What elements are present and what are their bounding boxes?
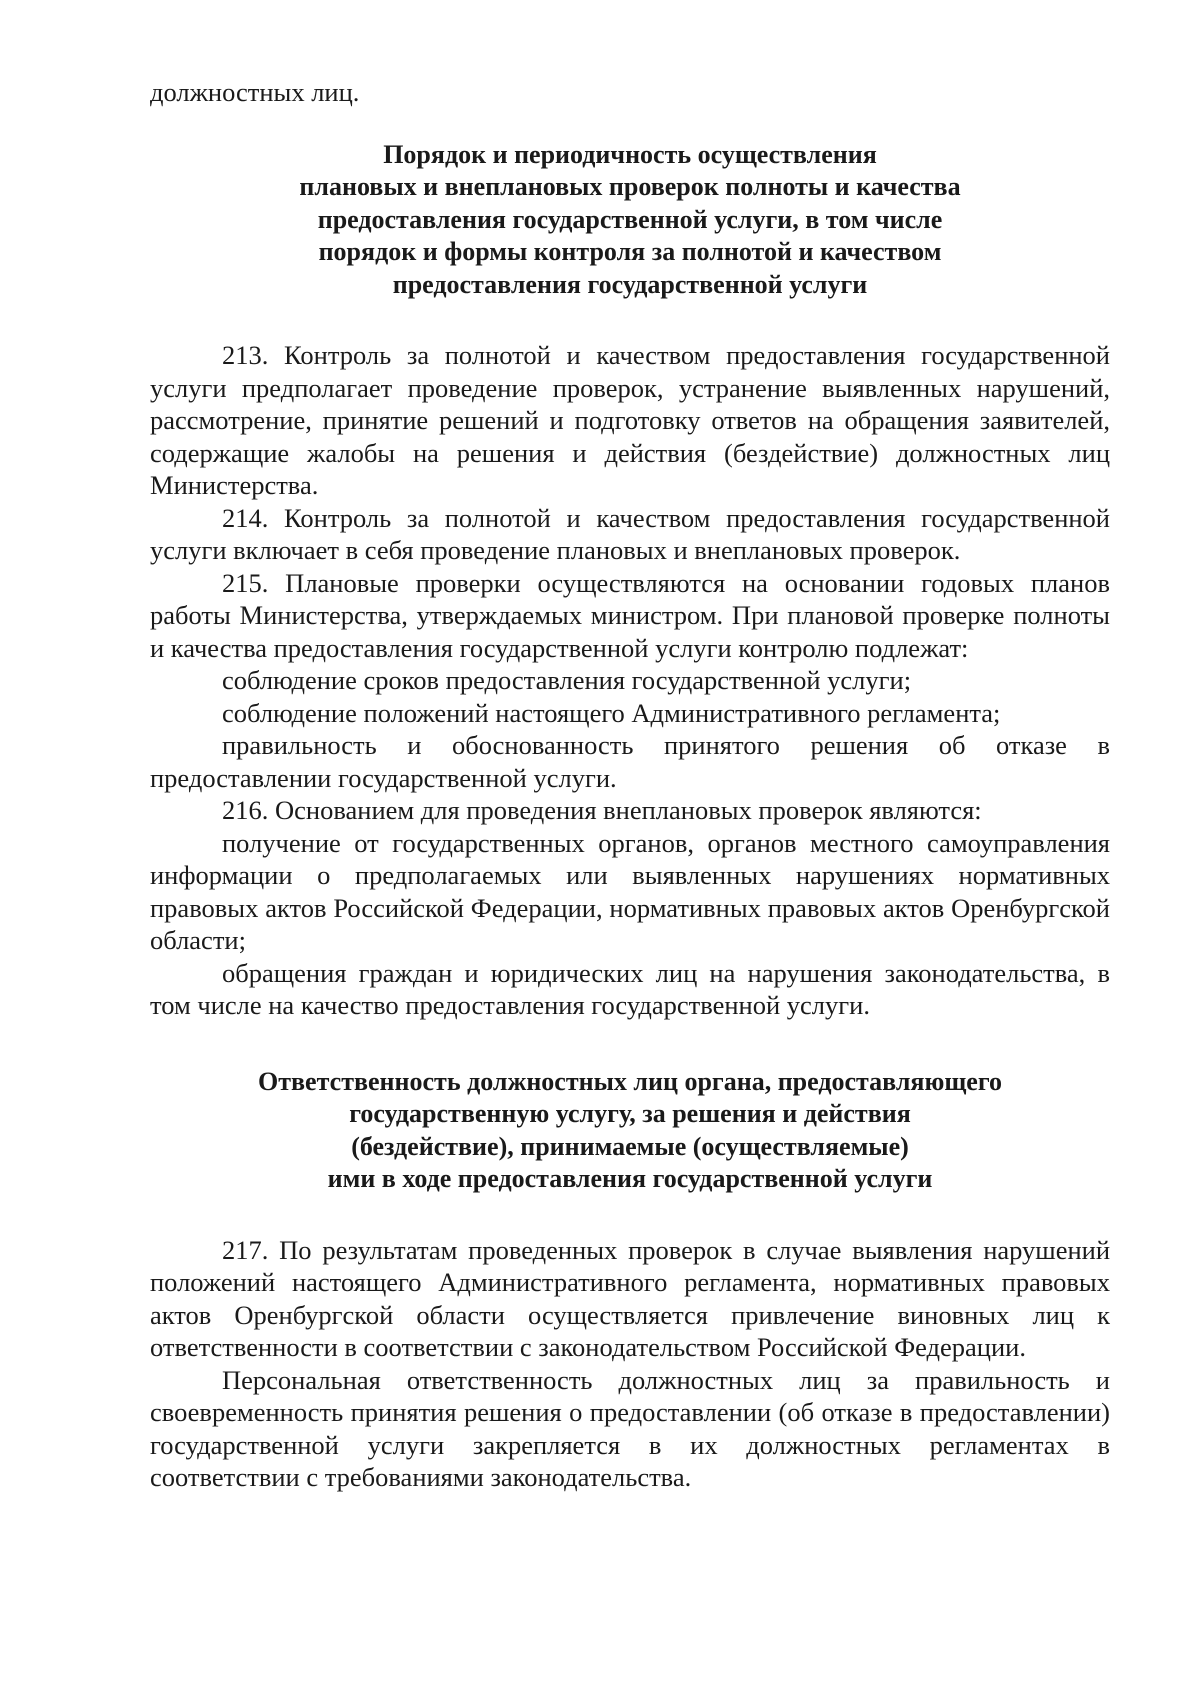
list-item: правильность и обоснованность принятого решения об отказе в предоставлении государственной услуги. bbox=[150, 730, 1110, 793]
heading-line: предоставления государственной услуги bbox=[392, 269, 868, 299]
list-item: получение от государственных органов, органов местного самоуправления информации о предполагаемых или выявленных нарушениях нормативных правовых актов Российской Федерации, нормативных правовых актов Оренбургской области; bbox=[150, 827, 1110, 955]
heading-line: (бездействие), принимаемые (осуществляемые) bbox=[351, 1131, 909, 1161]
heading-line: предоставления государственной услуги, в том числе bbox=[317, 204, 943, 234]
list-item: обращения граждан и юридических лиц на нарушения законодательства, в том числе на качество предоставления государственной услуги. bbox=[150, 957, 1110, 1020]
heading-line: плановых и внеплановых проверок полноты и качества bbox=[299, 172, 961, 201]
document-page bbox=[150, 76, 1110, 1494]
section-heading-inspections bbox=[150, 139, 1110, 302]
section-heading-responsibility bbox=[150, 1066, 1110, 1196]
paragraph-personal-responsibility: Персональная ответственность должностных лиц за правильность и своевременность принятия решения о предоставлении (об отказе в предоставлении) государственной услуги закрепляется в их должностных регламентах в соответствии с требованиями законодательства. bbox=[150, 1364, 1110, 1492]
paragraph-213: 213. Контроль за полнотой и качеством предоставления государственной услуги предполагает проведение проверок, устранение выявленных нарушений, рассмотрение, принятие решений и подготовку ответов на обращения заявителей, содержащие жалобы на решения и действия (бездействие) должностных лиц Министерства. bbox=[150, 340, 1110, 500]
paragraph-214: 214. Контроль за полнотой и качеством предоставления государственной услуги включает в себя проведение плановых и внеплановых проверок. bbox=[150, 502, 1110, 565]
section-inspections bbox=[150, 139, 1110, 1022]
paragraph-215: 215. Плановые проверки осуществляются на основании годовых планов работы Министерства, утверждаемых министром. При плановой проверке полноты и качества предоставления государственной услуги контролю подлежат: bbox=[150, 567, 1110, 663]
list-item: соблюдение сроков предоставления государственной услуги; bbox=[222, 665, 912, 695]
heading-line: порядок и формы контроля за полнотой и качеством bbox=[318, 237, 942, 266]
heading-line: Порядок и периодичность осуществления bbox=[383, 139, 877, 169]
paragraph-216: 216. Основанием для проведения внеплановых проверок являются: bbox=[222, 795, 982, 825]
list-item: соблюдение положений настоящего Административного регламента; bbox=[222, 697, 1001, 728]
section-responsibility bbox=[150, 1066, 1110, 1494]
heading-line: ими в ходе предоставления государственной услуги bbox=[327, 1164, 933, 1193]
lead-fragment: должностных лиц. bbox=[150, 77, 360, 107]
paragraph-217: 217. По результатам проведенных проверок в случае выявления нарушений положений настоящего Административного регламента, нормативных правовых актов Оренбургской области осуществляется привлечение виновных лиц к ответственности в соответствии с законодательством Российской Федерации. bbox=[150, 1234, 1110, 1362]
heading-line: Ответственность должностных лиц органа, предоставляющего bbox=[258, 1066, 1002, 1096]
heading-line: государственную услугу, за решения и действия bbox=[349, 1099, 911, 1128]
